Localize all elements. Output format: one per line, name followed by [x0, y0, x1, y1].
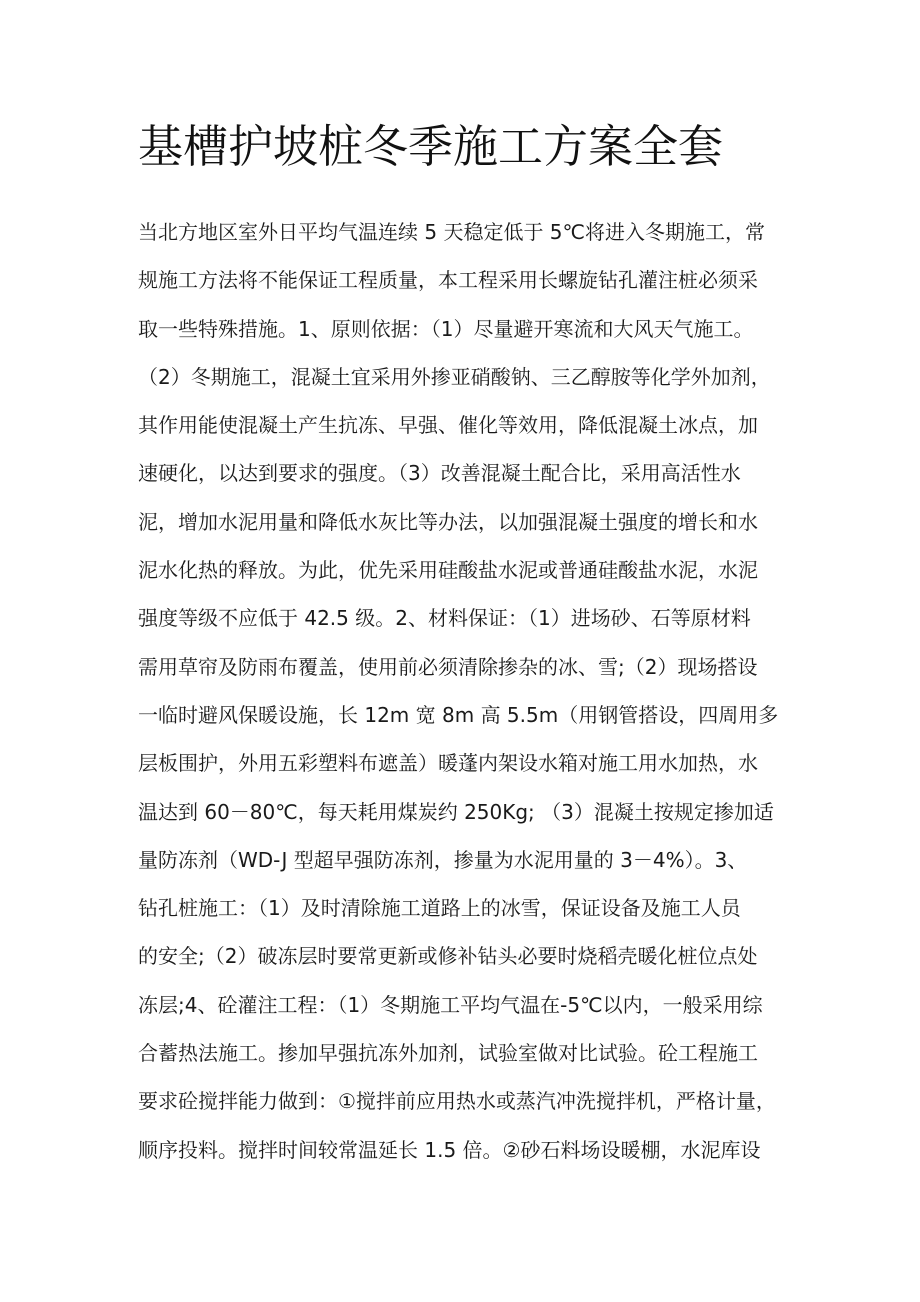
body-line-6: 速硬化，以达到要求的强度。（3）改善混凝土配合比，采用高活性水	[138, 461, 741, 486]
body-line-13: 温达到 60－80℃，每天耗用煤炭约 250Kg; （3）混凝土按规定掺加适	[138, 799, 774, 824]
body-line-12: 层板围护，外用五彩塑料布遮盖）暖蓬内架设水箱对施工用水加热，水	[138, 751, 758, 776]
body-line-10: 需用草帘及防雨布覆盖，使用前必须清除掺杂的冰、雪;（2）现场搭设	[138, 654, 758, 679]
body-line-15: 钻孔桩施工：（1）及时清除施工道路上的冰雪，保证设备及施工人员	[138, 896, 741, 921]
document-title: 基槽护坡桩冬季施工方案全套	[138, 120, 724, 173]
body-line-11: 一临时避风保暖设施，长 12m 宽 8m 高 5.5m（用钢管搭设，四周用多	[138, 702, 779, 727]
body-line-9: 强度等级不应低于 42.5 级。2、材料保证：（1）进场砂、石等原材料	[138, 606, 751, 631]
body-line-3: 取一些特殊措施。1、原则依据：（1）尽量避开寒流和大风天气施工。	[138, 316, 754, 341]
body-line-20: 顺序投料。搅拌时间较常温延长 1.5 倍。②砂石料场设暖棚，水泥库设	[138, 1137, 761, 1162]
body-line-16: 的安全;（2）破冻层时要常更新或修补钻头必要时烧稻壳暖化桩位点处	[138, 944, 758, 969]
body-line-5: 其作用能使混凝土产生抗冻、早强、催化等效用，降低混凝土冰点，加	[138, 413, 758, 438]
body-line-17: 冻层;4、砼灌注工程：（1）冬期施工平均气温在-5℃以内，一般采用综	[138, 992, 763, 1017]
body-line-19: 要求砼搅拌能力做到：①搅拌前应用热水或蒸汽冲洗搅拌机，严格计量，	[138, 1089, 776, 1114]
body-line-8: 泥水化热的释放。为此，优先采用硅酸盐水泥或普通硅酸盐水泥，水泥	[138, 558, 758, 583]
body-line-18: 合蓄热法施工。掺加早强抗冻外加剂，试验室做对比试验。砼工程施工	[138, 1041, 758, 1066]
body-line-2: 规施工方法将不能保证工程质量，本工程采用长螺旋钻孔灌注桩必须采	[138, 268, 758, 293]
body-line-14: 量防冻剂（WD-J 型超早强防冻剂，掺量为水泥用量的 3－4%）。3、	[138, 847, 748, 872]
body-line-1: 当北方地区室外日平均气温连续 5 天稳定低于 5℃将进入冬期施工，常	[138, 220, 765, 244]
body-line-4: （2）冬期施工，混凝土宜采用外掺亚硝酸钠、三乙醇胺等化学外加剂，	[138, 364, 771, 389]
document-body	[138, 208, 798, 1174]
body-line-7: 泥，增加水泥用量和降低水灰比等办法，以加强混凝土强度的增长和水	[138, 509, 758, 534]
